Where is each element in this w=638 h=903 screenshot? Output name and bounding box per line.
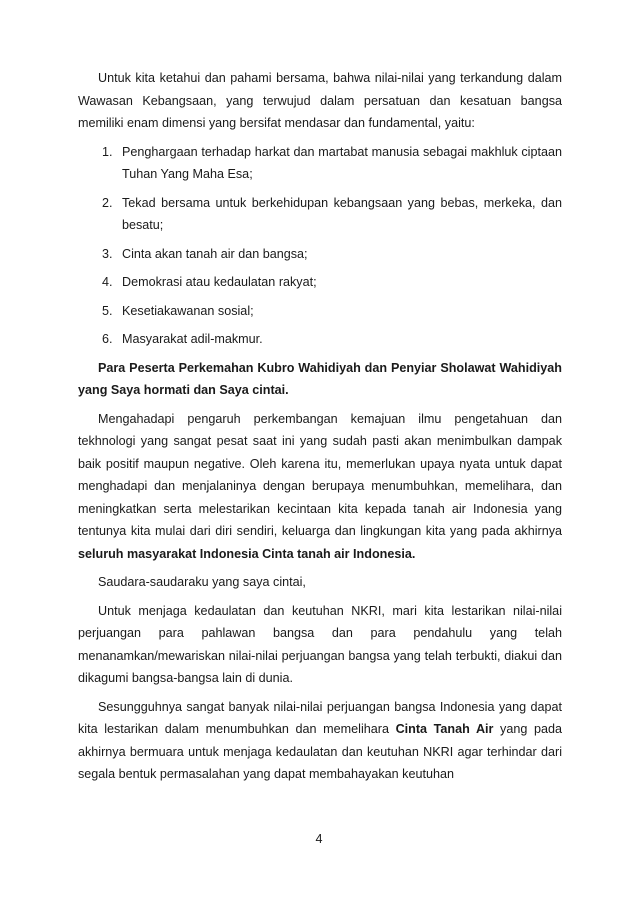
list-item: 5. Kesetiakawanan sosial; bbox=[102, 303, 254, 318]
intro-paragraph: Untuk kita ketahui dan pahami bersama, bahwa nilai-nilai yang terkandung dalam Wawasan Kebangsaan, yang terwujud dalam persatuan dan kesatuan bangsa memiliki enam dimensi yang bersifat mendasar dan fundamental, yaitu: bbox=[78, 71, 562, 130]
list-item: 1. Penghargaan terhadap harkat dan martabat manusia sebagai makhluk ciptaan Tuhan Yang Maha Esa; bbox=[102, 144, 562, 181]
list-item: 2. Tekad bersama untuk berkehidupan kebangsaan yang bebas, merkeka, dan besatu; bbox=[102, 195, 562, 232]
emphasis-text: Cinta Tanah Air bbox=[395, 722, 494, 736]
document-page bbox=[78, 67, 562, 792]
sovereignty-paragraph: Untuk menjaga kedaulatan dan keutuhan NKRI, mari kita lestarikan nilai-nilai perjuangan para pahlawan bangsa dan para pendahulu yang telah menanamkan/mewariskan nilai-nilai perjuangan bangsa yang telah terbukti, diakui dan dikagumi bangsa-bangsa lain di dunia. bbox=[78, 603, 562, 685]
list-item: 6. Masyarakat adil-makmur. bbox=[102, 332, 263, 346]
greeting-brothers: Saudara-saudaraku yang saya cintai, bbox=[98, 575, 306, 589]
emphasis-text: seluruh masyarakat Indonesia Cinta tanah air Indonesia. bbox=[78, 546, 416, 561]
list-item: 3. Cinta akan tanah air dan bangsa; bbox=[102, 246, 308, 261]
page-number: 4 bbox=[315, 832, 323, 846]
greeting-participants: Para Peserta Perkemahan Kubro Wahidiyah dan Penyiar Sholawat Wahidiyah yang Saya hormati dan Saya cintai. bbox=[78, 360, 562, 397]
list-item: 4. Demokrasi atau kedaulatan rakyat; bbox=[102, 275, 317, 289]
values-paragraph: Sesungguhnya sangat banyak nilai-nilai perjuangan bangsa Indonesia yang dapat kita lestarikan dalam menumbuhkan dan memelihara Cinta Tanah Air yang pada akhirnya bermuara untuk menjaga kedaulatan dan keutuhan NKRI agar terhindar dari segala bentuk permasalahan yang dapat membahayakan keutuhan bbox=[78, 699, 562, 781]
dimension-list bbox=[78, 141, 562, 351]
progress-paragraph: Mengahadapi pengaruh perkembangan kemajuan ilmu pengetahuan dan tekhnologi yang sangat pesat saat ini yang sudah pasti akan menimbulkan dampak baik positif maupun negative. Oleh karena itu, memerlukan upaya nyata untuk dapat menghadapi dan menjalaninya dengan berupaya menumbuhkan, memelihara, dan meningkatkan serta melestarikan kecintaan kita kepada tanah air Indonesia yang tentunya kita mulai dari diri sendiri, keluarga dan lingkungan kita yang pada akhirnya seluruh masyarakat Indonesia Cinta tanah air Indonesia. bbox=[78, 411, 562, 561]
